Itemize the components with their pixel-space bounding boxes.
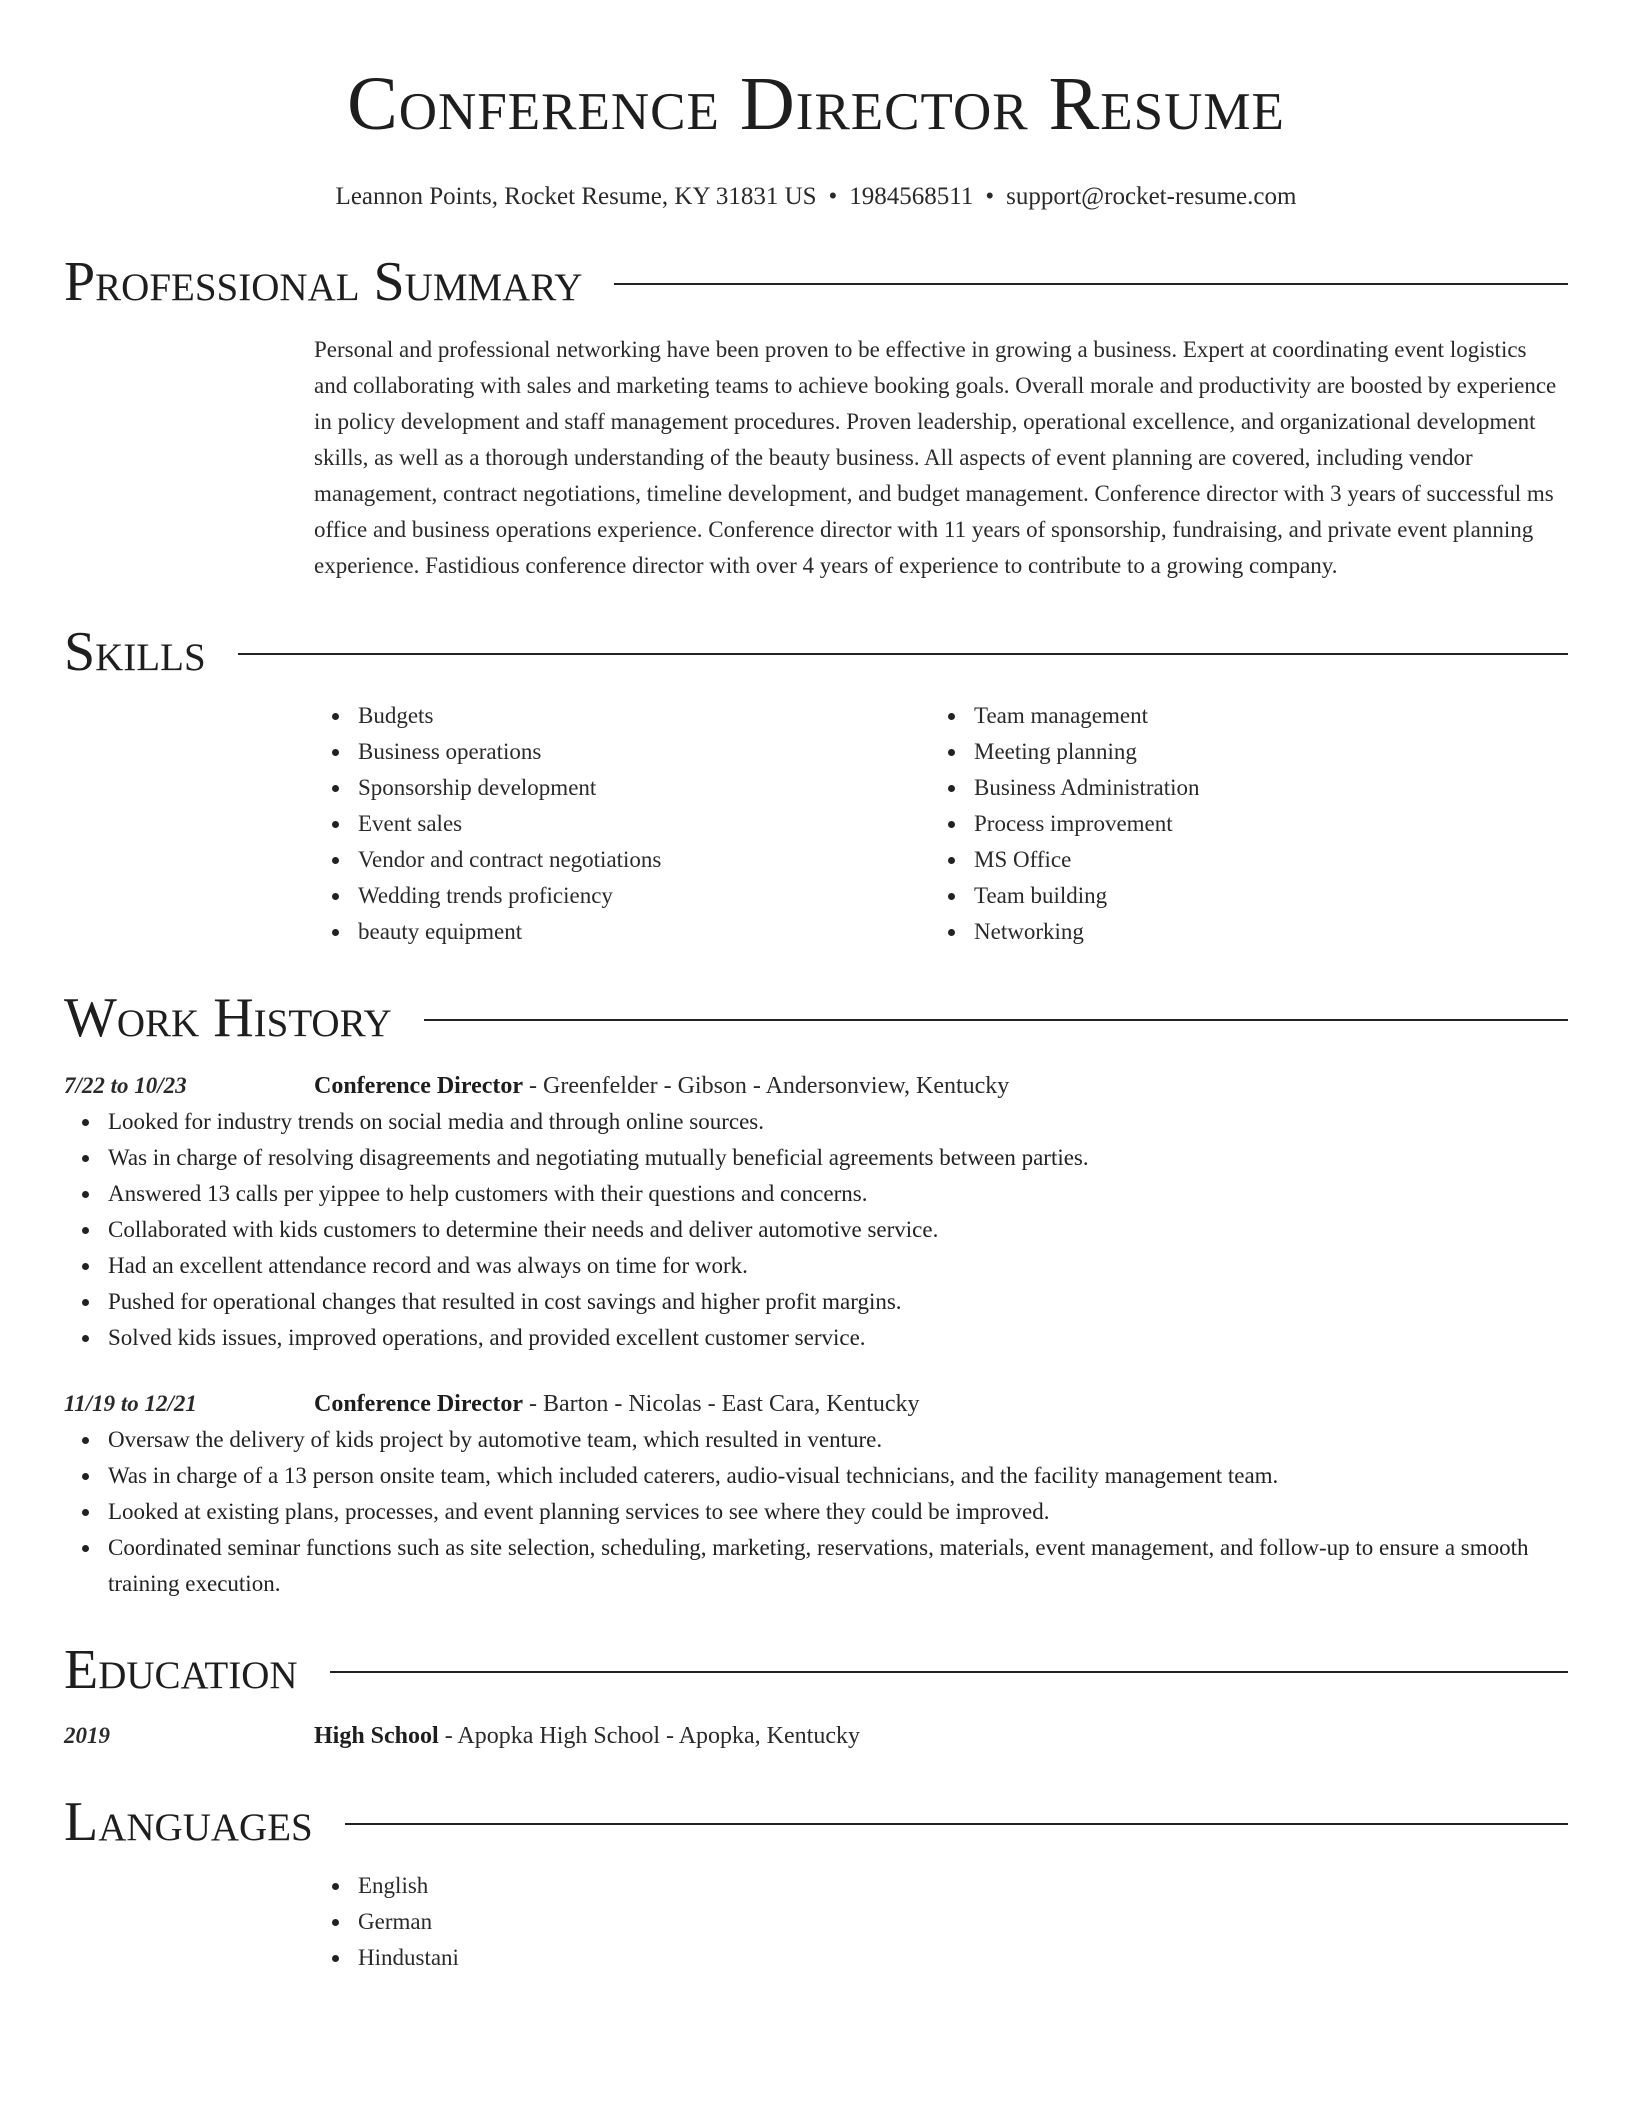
skill-item: Business Administration xyxy=(974,770,1546,806)
skill-item: MS Office xyxy=(974,842,1546,878)
section-divider xyxy=(330,1671,1568,1673)
education-degree: High School xyxy=(314,1723,439,1749)
contact-phone: 1984568511 xyxy=(849,183,974,210)
job-duty: Answered 13 calls per yippee to help customers with their questions and concerns. xyxy=(108,1176,1568,1212)
education-year: 2019 xyxy=(64,1723,110,1748)
contact-separator: • xyxy=(828,183,838,210)
job-role: Conference Director xyxy=(314,1073,524,1099)
skill-item: Wedding trends proficiency xyxy=(358,878,930,914)
job-duty: Collaborated with kids customers to determine their needs and deliver automotive service. xyxy=(108,1212,1568,1248)
job-employer: - Greenfelder - Gibson - Andersonview, Kentucky xyxy=(523,1073,1010,1099)
skill-item: Vendor and contract negotiations xyxy=(358,842,930,878)
job-duties xyxy=(64,1422,1568,1602)
job-entry xyxy=(64,1068,1568,1356)
job-duties xyxy=(64,1104,1568,1356)
skills-list-left xyxy=(314,698,930,950)
education-school: - Apopka High School - Apopka, Kentucky xyxy=(438,1723,860,1749)
skill-item: Team management xyxy=(974,698,1546,734)
language-item: German xyxy=(358,1904,1568,1940)
job-header xyxy=(64,1386,1568,1422)
job-duty: Oversaw the delivery of kids project by automotive team, which resulted in venture. xyxy=(108,1422,1568,1458)
skill-item: Networking xyxy=(974,914,1546,950)
section-divider xyxy=(424,1019,1568,1021)
skill-item: Budgets xyxy=(358,698,930,734)
job-duty: Solved kids issues, improved operations, and provided excellent customer service. xyxy=(108,1320,1568,1356)
skills-list-right xyxy=(930,698,1546,950)
languages-heading: Languages xyxy=(64,1791,313,1853)
job-heading xyxy=(314,1386,920,1422)
skills-column-right xyxy=(930,698,1546,950)
summary-text: Personal and professional networking have been proven to be effective in growing a business. Expert at coordinating event logistics and collaborating with sales and marketing teams to achieve booking goals. Overall morale and productivity are boosted by experience in policy development and staff management procedures. Proven leadership, operational excellence, and organizational development skills, as well as a thorough understanding of the beauty business. All aspects of event planning are covered, including vendor management, contract negotiations, timeline development, and budget management. Conference director with 3 years of successful ms office and business operations experience. Conference director with 11 years of sponsorship, fundraising, and private event planning experience. Fastidious conference director with over 4 years of experience to contribute to a growing company. xyxy=(314,337,1557,578)
job-dates: 7/22 to 10/23 xyxy=(64,1073,187,1098)
skills-heading: Skills xyxy=(64,621,206,683)
skills-column-left xyxy=(314,698,930,950)
contact-email: support@rocket-resume.com xyxy=(1006,183,1297,210)
education-section-header xyxy=(64,1638,1568,1702)
skill-item: Business operations xyxy=(358,734,930,770)
education-heading-line xyxy=(314,1718,860,1754)
skill-item: Process improvement xyxy=(974,806,1546,842)
job-dates: 11/19 to 12/21 xyxy=(64,1391,197,1416)
job-header xyxy=(64,1068,1568,1104)
resume-title: Conference Director Resume xyxy=(347,62,1285,146)
skill-item: Meeting planning xyxy=(974,734,1546,770)
job-employer: - Barton - Nicolas - East Cara, Kentucky xyxy=(523,1391,920,1417)
skill-item: Sponsorship development xyxy=(358,770,930,806)
education-entry xyxy=(64,1718,1568,1754)
summary-heading: Professional Summary xyxy=(64,251,583,313)
job-entry xyxy=(64,1386,1568,1602)
education-heading: Education xyxy=(64,1639,298,1701)
language-item: English xyxy=(358,1868,1568,1904)
job-heading xyxy=(314,1068,1009,1104)
skill-item: Event sales xyxy=(358,806,930,842)
job-duty: Had an excellent attendance record and was always on time for work. xyxy=(108,1248,1568,1284)
work-section-header xyxy=(64,986,1568,1050)
language-item: Hindustani xyxy=(358,1940,1568,1976)
summary-section-header xyxy=(64,250,1568,314)
section-divider xyxy=(345,1823,1568,1825)
section-divider xyxy=(238,653,1568,655)
languages-section-header xyxy=(64,1790,1568,1854)
contact-separator: • xyxy=(985,183,995,210)
contact-line xyxy=(64,180,1568,214)
job-duty: Was in charge of resolving disagreements and negotiating mutually beneficial agreements between parties. xyxy=(108,1140,1568,1176)
job-duty: Looked for industry trends on social media and through online sources. xyxy=(108,1104,1568,1140)
section-divider xyxy=(614,283,1568,285)
skills-grid xyxy=(314,698,1568,950)
job-duty: Was in charge of a 13 person onsite team, which included caterers, audio-visual technicians, and the facility management team. xyxy=(108,1458,1568,1494)
skill-item: Team building xyxy=(974,878,1546,914)
job-role: Conference Director xyxy=(314,1391,524,1417)
languages-list xyxy=(314,1868,1568,1976)
job-duty: Looked at existing plans, processes, and event planning services to see where they could be improved. xyxy=(108,1494,1568,1530)
job-duty: Coordinated seminar functions such as site selection, scheduling, marketing, reservations, materials, event management, and follow-up to ensure a smooth training execution. xyxy=(108,1530,1568,1602)
job-duty: Pushed for operational changes that resulted in cost savings and higher profit margins. xyxy=(108,1284,1568,1320)
work-heading: Work History xyxy=(64,987,392,1049)
languages-block xyxy=(314,1868,1568,1976)
skills-section-header xyxy=(64,620,1568,684)
contact-address: Leannon Points, Rocket Resume, KY 31831 US xyxy=(335,183,817,210)
skill-item: beauty equipment xyxy=(358,914,930,950)
